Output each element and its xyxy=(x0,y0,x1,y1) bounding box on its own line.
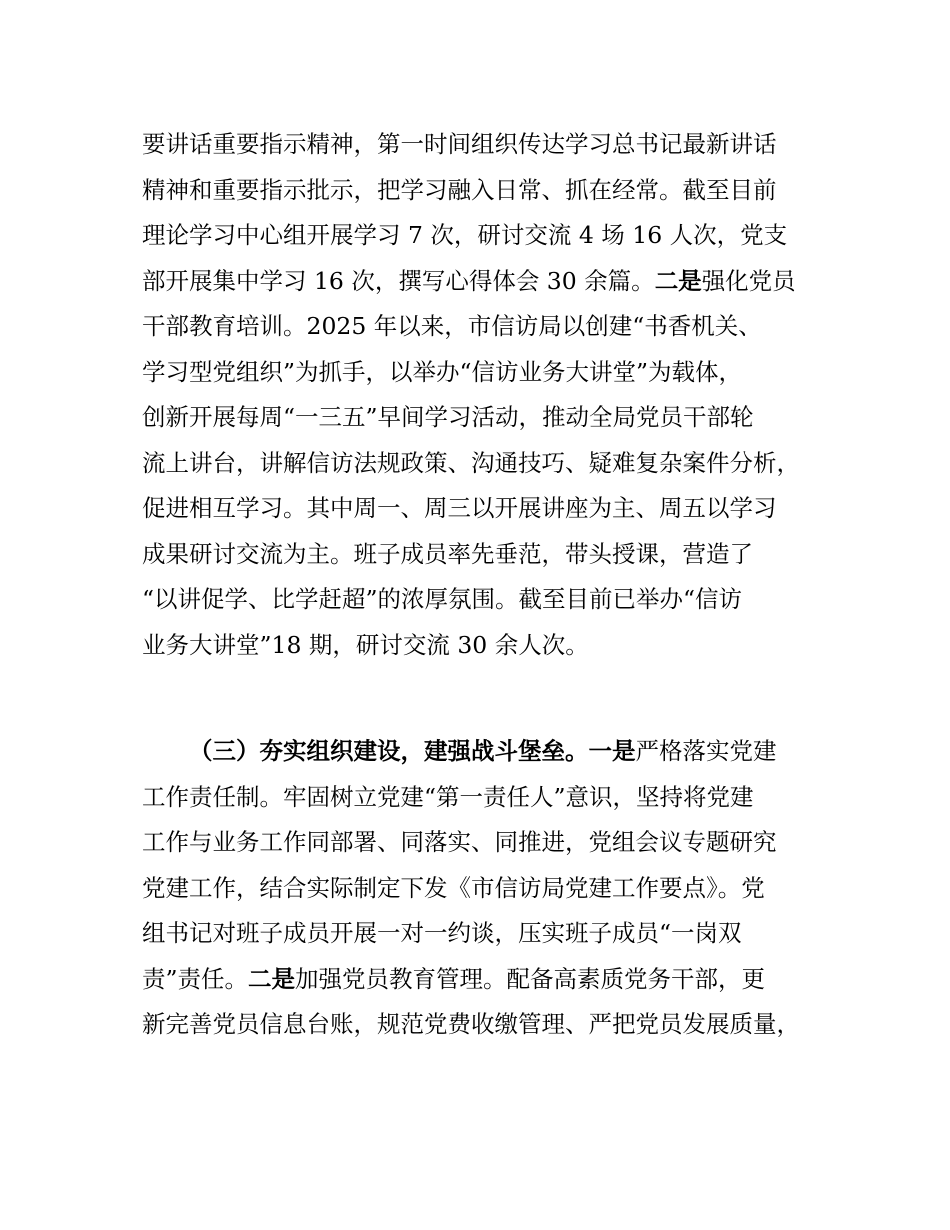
text-line xyxy=(142,957,822,1003)
text-run: 党建工作，结合实际制定下发《市信访局党建工作要点》。党 xyxy=(142,873,765,902)
paragraph-organization-building xyxy=(142,729,822,1048)
text-run: 学习型党组织”为抓手，以举办“信访业务大讲堂”为载体， xyxy=(142,357,743,386)
text-line xyxy=(142,820,822,866)
text-run: 流上讲台，讲解信访法规政策、沟通技巧、疑难复杂案件分析， xyxy=(142,448,800,477)
paragraph-study-training xyxy=(142,122,822,668)
bold-marker-second: 二是 xyxy=(654,266,702,295)
text-run: 责”责任。 xyxy=(142,964,249,993)
text-line xyxy=(142,532,822,578)
text-line xyxy=(142,623,822,669)
text-run: 部开展集中学习 16 次，撰写心得体会 30 余篇。 xyxy=(142,266,655,295)
bold-marker-first: 一是 xyxy=(588,737,636,765)
text-run: 新完善党员信息台账，规范党费收缴管理、严把党员发展质量， xyxy=(142,1010,800,1038)
text-run: 创新开展每周“一三五”早间学习活动，推动全局党员干部轮 xyxy=(142,403,754,431)
text-run: 工作责任制。牢固树立党建“第一责任人”意识，坚持将党建 xyxy=(142,782,754,811)
bold-marker-second: 二是 xyxy=(248,964,296,993)
text-line xyxy=(142,729,822,775)
text-line xyxy=(142,213,822,259)
text-line xyxy=(142,395,822,441)
text-run: 组书记对班子成员开展一对一约谈，压实班子成员“一岗双 xyxy=(142,919,742,947)
text-line xyxy=(142,577,822,623)
text-run: 强化党员 xyxy=(701,266,796,295)
text-line xyxy=(142,168,822,214)
text-line xyxy=(142,775,822,821)
text-line xyxy=(142,911,822,957)
text-line xyxy=(142,866,822,912)
text-line xyxy=(142,304,822,350)
text-run: 成果研讨交流为主。班子成员率先垂范，带头授课，营造了 xyxy=(142,539,753,568)
text-run: “以讲促学、比学赶超”的浓厚氛围。截至目前已举办“信访 xyxy=(142,585,743,613)
text-line xyxy=(142,350,822,396)
text-run: 精神和重要指示批示，把学习融入日常、抓在经常。截至目前 xyxy=(142,175,777,204)
text-run: 工作与业务工作同部署、同落实、同推进，党组会议专题研究 xyxy=(142,828,777,856)
text-line xyxy=(142,122,822,168)
text-line xyxy=(142,1002,822,1048)
text-run: 干部教育培训。2025 年以来，市信访局以创建“书香机关、 xyxy=(142,312,762,340)
text-run: 理论学习中心组开展学习 7 次，研讨交流 4 场 16 人次，党支 xyxy=(142,221,788,249)
text-run: 严格落实党建 xyxy=(635,737,777,765)
text-run: 要讲话重要指示精神，第一时间组织传达学习总书记最新讲话 xyxy=(142,130,777,158)
text-line xyxy=(142,486,822,532)
text-run: 促进相互学习。其中周一、周三以开展讲座为主、周五以学习 xyxy=(142,494,777,522)
text-line xyxy=(142,441,822,487)
text-line xyxy=(142,259,822,305)
text-run: 加强党员教育管理。配备高素质党务干部，更 xyxy=(295,964,766,993)
section-heading: （三）夯实组织建设，建强战斗堡垒。 xyxy=(189,737,589,765)
text-run: 业务大讲堂”18 期，研讨交流 30 余人次。 xyxy=(142,630,589,659)
